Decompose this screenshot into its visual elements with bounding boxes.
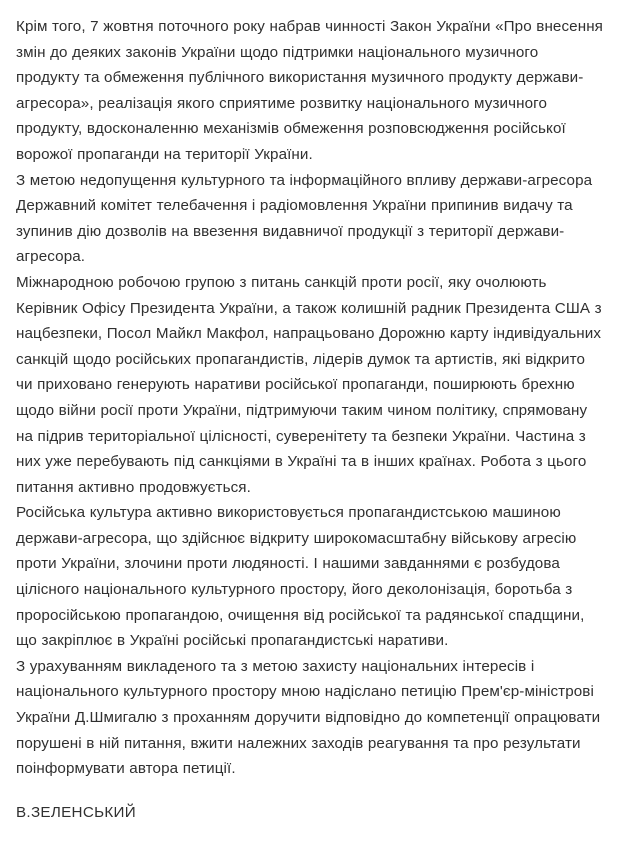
paragraph-3: Міжнародною робочою групою з питань санкцій проти росії, яку очолюють Керівник Офісу Президента України, а також колишній радник Президента США з нацбезпеки, Посол Майкл Макфол, напрацьовано Дорожню карту індивідуальних санкцій щодо російських пропагандистів, лідерів думок та артистів, які відкрито чи приховано генерують наративи російської пропаганди, поширюють брехню щодо війни росії проти України, підтримуючи таким чином політику, спрямовану на підрив територіальної цілісності, суверенітету та безпеки України. Частина з них уже перебувають під санкціями в Україні та в інших країнах. Робота з цього питання активно продовжується. <box>16 273 602 496</box>
document-body <box>16 14 605 825</box>
paragraph-5: З урахуванням викладеного та з метою захисту національних інтересів і національного культурного простору мною надіслано петицію Прем'єр-міністрові України Д.Шмигалю з проханням доручити відповідно до компетенції опрацювати порушені в ній питання, вжити належних заходів реагування та про результати поінформувати автора петиції. <box>16 657 601 778</box>
signature-line: В.ЗЕЛЕНСЬКИЙ <box>16 803 136 821</box>
paragraph-4: Російська культура активно використовується пропагандистською машиною держави-агресора, що здійснює відкриту широкомасштабну військову агресію проти України, злочини проти людяності. І нашими завданнями є розбудова цілісного національного культурного простору, його деколонізація, боротьба з проросійською пропагандою, очищення від російської та радянської спадщини, що закріплює в Україні російські пропагандистські наративи. <box>16 504 585 650</box>
paragraph-2: З метою недопущення культурного та інформаційного впливу держави-агресора Державний комітет телебачення і радіомовлення України припинив видачу та зупинив дію дозволів на ввезення видавничої продукції з території держави-агресора. <box>16 171 593 266</box>
paragraph-1: Крім того, 7 жовтня поточного року набрав чинності Закон України «Про внесення змін до деяких законів України щодо підтримки національного музичного продукту та обмеження публічного використання музичного продукту держави-агресора», реалізація якого сприятиме розвитку національного музичного продукту, вдосконаленню механізмів обмеження розповсюдження російської ворожої пропаганди на території України. <box>16 18 604 163</box>
